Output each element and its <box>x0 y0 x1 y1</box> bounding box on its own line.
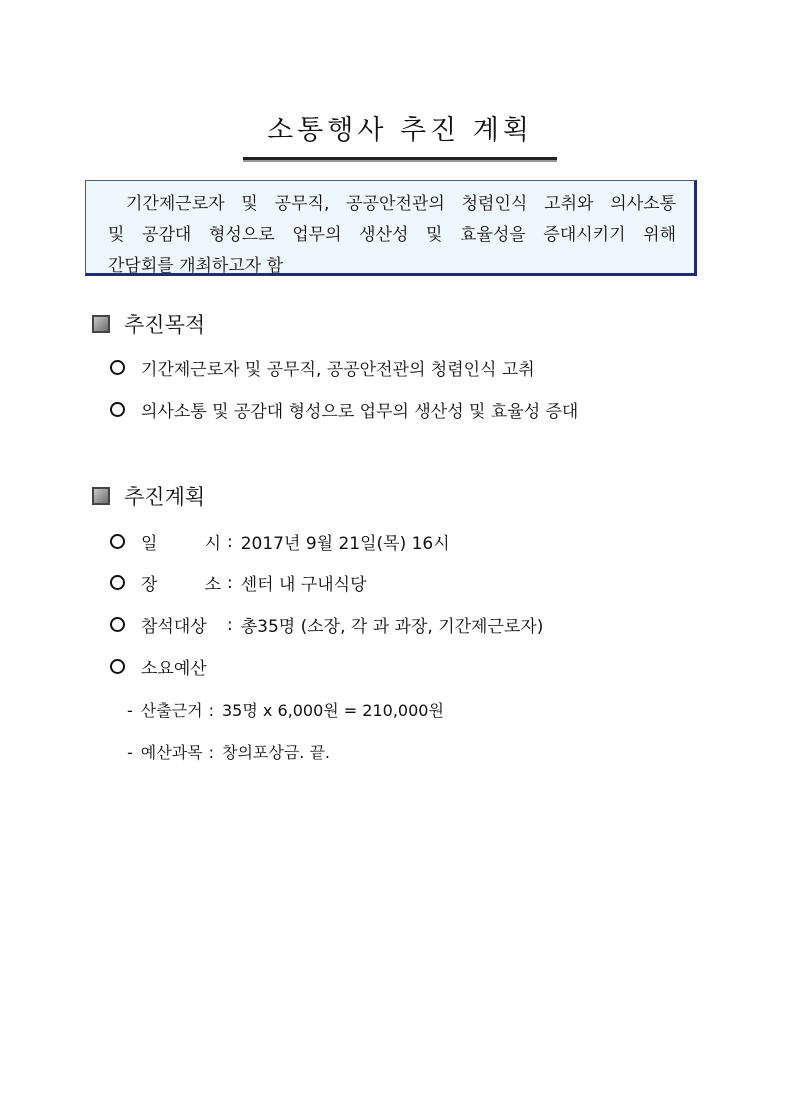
purpose-item-2 <box>110 397 578 422</box>
budget-basis-value: 35명 x 6,000원 = 210,000원 <box>222 701 444 720</box>
summary-line-2: 및 공감대 형성으로 업무의 생산성 및 효율성을 증대시키기 위해 <box>108 225 676 245</box>
circle-bullet-icon <box>110 534 125 549</box>
place-label: 장 소 <box>141 575 221 595</box>
summary-box <box>85 180 697 276</box>
purpose-item-text: 기간제근로자 및 공무직, 공공안전관의 청렴인식 고취 <box>141 360 535 380</box>
colon: : <box>227 531 233 552</box>
plan-place-row <box>110 570 367 595</box>
budget-label: 소요예산 <box>141 659 207 679</box>
budget-account-row <box>127 740 330 763</box>
purpose-item-text: 의사소통 및 공감대 형성으로 업무의 생산성 및 효율성 증대 <box>141 402 579 422</box>
dash-mark: - <box>127 701 133 720</box>
square-bullet-icon <box>92 487 110 505</box>
circle-bullet-icon <box>110 659 125 674</box>
plan-attendees-row <box>110 612 543 637</box>
purpose-heading <box>92 309 205 339</box>
circle-bullet-icon <box>110 360 125 375</box>
purpose-item-1 <box>110 355 535 380</box>
plan-budget-row <box>110 654 207 679</box>
budget-account-label: 예산과목 <box>140 743 203 762</box>
dash-mark: - <box>127 743 133 762</box>
document-title: 소통행사 추진 계획 <box>243 108 557 160</box>
date-label: 일 시 <box>141 534 221 554</box>
colon: : <box>208 743 214 762</box>
budget-basis-row <box>127 698 444 721</box>
colon: : <box>227 572 233 593</box>
circle-bullet-icon <box>110 617 125 632</box>
summary-line-1: 기간제근로자 및 공무직, 공공안전관의 청렴인식 고취와 의사소통 <box>126 194 676 214</box>
circle-bullet-icon <box>110 402 125 417</box>
budget-basis-label: 산출근거 <box>140 701 203 720</box>
attendees-value: 총35명 (소장, 각 과 과장, 기간제근로자) <box>240 617 544 637</box>
circle-bullet-icon <box>110 575 125 590</box>
colon: : <box>227 614 233 635</box>
purpose-heading-text: 추진목적 <box>124 313 206 337</box>
plan-heading <box>92 481 205 511</box>
colon: : <box>208 701 214 720</box>
date-value: 2017년 9월 21일(목) 16시 <box>240 534 450 554</box>
plan-date-row <box>110 529 450 554</box>
plan-heading-text: 추진계획 <box>124 485 206 509</box>
place-value: 센터 내 구내식당 <box>240 575 367 595</box>
attendees-label: 참석대상 <box>141 617 207 637</box>
summary-line-3: 간담회를 개최하고자 함 <box>108 256 284 276</box>
square-bullet-icon <box>92 315 110 333</box>
budget-account-value: 창의포상금. 끝. <box>222 743 330 762</box>
title-area <box>0 108 800 160</box>
